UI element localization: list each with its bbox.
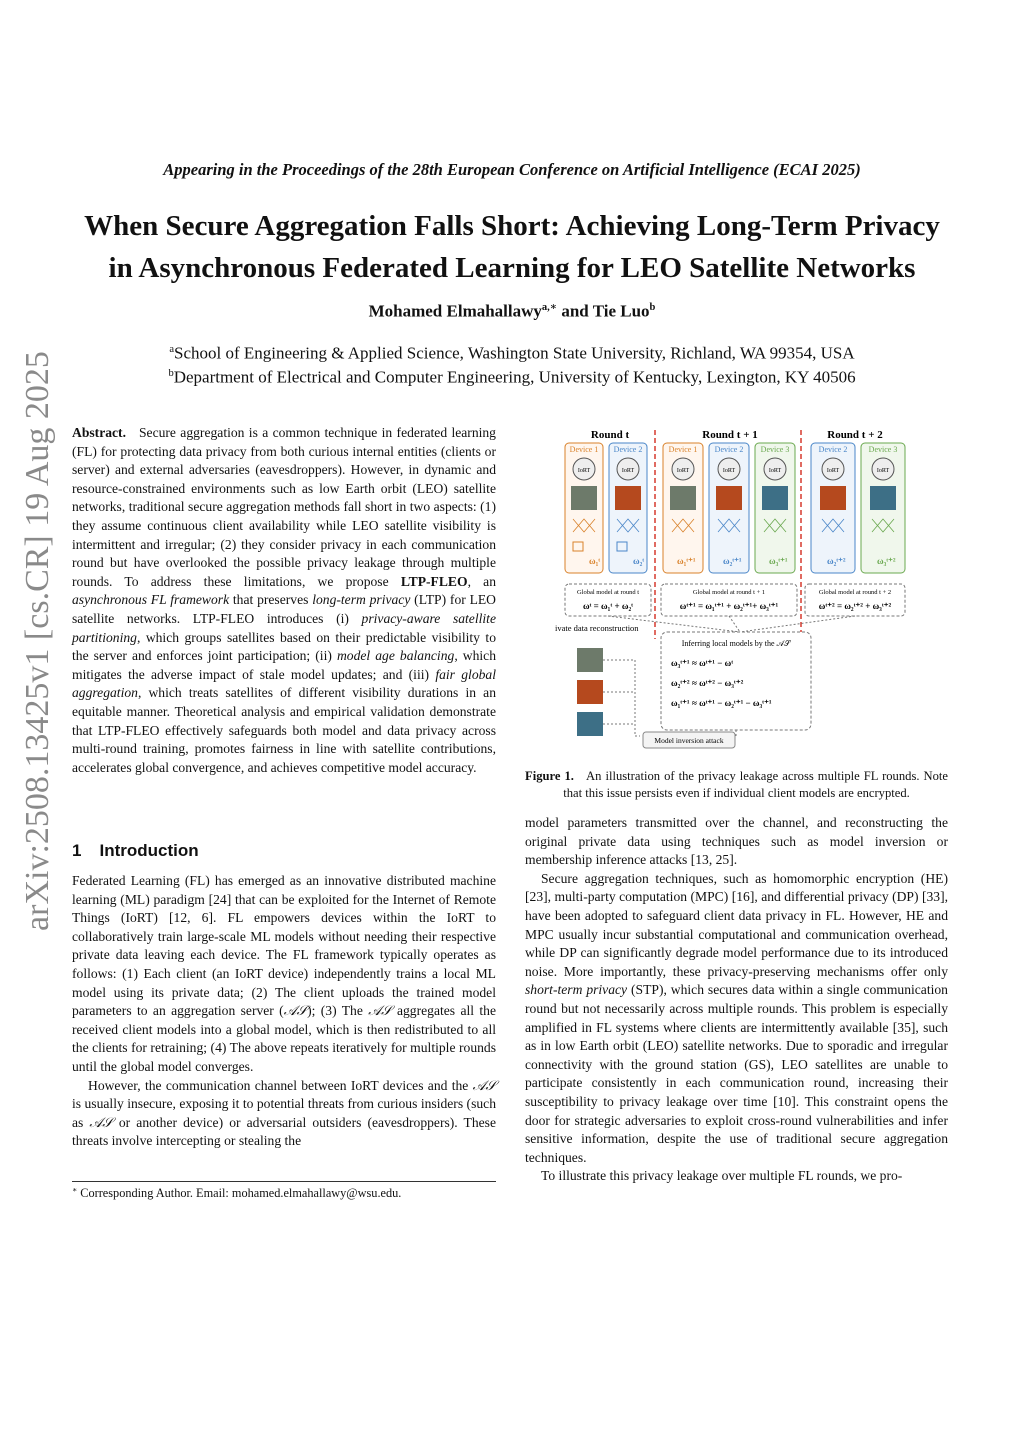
attack-label: Model inversion attack (654, 736, 724, 745)
attack-box (643, 732, 735, 748)
affiliations (0, 340, 1024, 387)
author-2: Tie Luo (592, 301, 650, 321)
device-label: Device 3 (868, 445, 898, 454)
abstract (72, 424, 496, 777)
abstract-em-1: asynchronous FL framework (72, 592, 230, 608)
author-1: Mohamed Elmahallawy (368, 301, 542, 321)
device-card (861, 443, 905, 573)
figure-caption (525, 768, 948, 801)
reconstructed-image (577, 712, 603, 736)
iort-label: IoRT (722, 468, 736, 474)
abstract-text-6: , which mitigates the adverse impact of stale model updates; and (iii) (72, 648, 496, 682)
intro-para-3: Secure aggregation techniques, such as homomorphic encryption (HE) [23], multi-party computation (MPC) [16], and differential privacy (DP) [33], have been adopted to safeguard client data privacy in FL. However, HE and MPC usually incur substantial computational and communication overhead, while DP can significantly degrade model performance due to its introduced noise. More importantly, these privacy-preserving mechanisms offer only short-term privacy (STP), which secures data within a single communication round but not necessarily across multiple rounds. This problem is especially amplified in FL systems where clients are intermittently available [35], such as in low Earth orbit (LEO) satellite networks. Due to sporadic and irregular connectivity with the ground station (GS), LEO satellites are unable to participate consistently in each communication round, increasing their susceptibility to privacy leakage over time [10]. This constraint opens the door for strategic adversaries to exploit cross-round vulnerabilities and infer sensitive information, despite the use of traditional secure aggregation techniques. (525, 870, 948, 1165)
section-heading (72, 841, 199, 861)
author-1-sup: a,∗ (541, 302, 558, 313)
round-label: Round t (590, 429, 630, 441)
global-model-box (565, 584, 651, 616)
abstract-em-3: privacy-aware satellite partitioning (72, 610, 496, 645)
arrow (740, 616, 855, 632)
arrow (729, 616, 740, 632)
footnote (72, 1185, 496, 1201)
footnote-mark: ∗ (72, 1185, 78, 1194)
device-label: Device 2 (613, 445, 643, 454)
affiliation-b-sup: b (168, 367, 174, 379)
global-label: Global model at round t (576, 589, 640, 596)
iort-label: IoRT (577, 468, 591, 474)
as-symbol: 𝒜𝒮 (368, 1003, 392, 1019)
paper-title (40, 205, 984, 289)
infer-eq: ω₂ᵗ⁺² ≈ ωᵗ⁺² − ω₃ᵗ⁺² (671, 678, 744, 688)
abstract-em-2: long-term privacy (312, 592, 411, 608)
intro-para-4: To illustrate this privacy leakage over multiple FL rounds, we pro- (541, 1168, 903, 1184)
iort-label: IoRT (876, 468, 890, 474)
round-label: Round t + 2 (827, 429, 883, 441)
intro-right (525, 814, 948, 1186)
round-label: Round t + 1 (702, 429, 758, 441)
affiliation-b (0, 364, 1024, 388)
data-thumbnail (716, 486, 742, 510)
section-number: 1 (72, 841, 82, 860)
intro-left (72, 872, 496, 1151)
local-model: ω₂ᵗ⁺² (827, 556, 846, 566)
affiliation-b-text: Department of Electrical and Computer Engineering, University of Kentucky, Lexington, KY 40506 (173, 367, 856, 387)
local-model: ω₂ᵗ (633, 556, 645, 566)
device-card (609, 443, 647, 573)
affiliation-a-text: School of Engineering & Applied Science, Washington State University, Richland, WA 99354, USA (174, 343, 855, 363)
abstract-em-4: model age balancing (336, 648, 455, 664)
global-model-box (805, 584, 905, 616)
device-card (565, 443, 603, 573)
section-title: Introduction (99, 841, 199, 860)
device-card (811, 443, 855, 573)
stp-term: short-term privacy (525, 982, 628, 998)
data-thumbnail (870, 486, 896, 510)
device-label: Device 2 (714, 445, 744, 454)
iort-label: IoRT (621, 468, 635, 474)
arrow (603, 660, 640, 736)
author-list (0, 301, 1024, 322)
arxiv-stamp: arXiv:2508.13425v1 [cs.CR] 19 Aug 2025 (19, 351, 56, 931)
global-label: Global model at round t + 2 (818, 589, 892, 596)
device-label: Device 1 (569, 445, 599, 454)
local-model: ω₃ᵗ⁺² (877, 556, 896, 566)
global-eq: ωᵗ⁺¹ = ω₁ᵗ⁺¹ + ω₂ᵗ⁺¹+ ω₃ᵗ⁺¹ (679, 601, 779, 611)
data-thumbnail (571, 486, 597, 510)
as-symbol: 𝒜𝒮 (472, 1077, 496, 1093)
global-model-box (661, 584, 797, 616)
figure-1 (555, 424, 935, 764)
title-line-1: When Secure Aggregation Falls Short: Achieving Long-Term Privacy (84, 210, 940, 242)
venue-line: Appearing in the Proceedings of the 28th European Conference on Artificial Intelligence (ECAI 2025) (163, 160, 861, 179)
affiliation-a-sup: a (169, 344, 175, 355)
data-thumbnail (670, 486, 696, 510)
device-label: Device 2 (818, 445, 848, 454)
reconstructed-image (577, 680, 603, 704)
inference-box (661, 632, 811, 730)
abstract-text-2: , an (467, 573, 496, 589)
iort-label: IoRT (768, 468, 782, 474)
abstract-text-4: (LTP) for LEO satellite networks. LTP-FLEO introduces (i) (72, 592, 496, 626)
private-label-text: Private data reconstruction (555, 623, 639, 633)
title-line-2: in Asynchronous Federated Learning for LEO Satellite Networks (108, 252, 916, 284)
as-symbol: 𝒜𝒮 (283, 1003, 308, 1019)
local-model: ω₁ᵗ (589, 556, 601, 566)
device-card (755, 443, 795, 573)
abstract-text-3: that preserves (229, 592, 313, 608)
private-label (555, 623, 639, 633)
author-and: and (557, 301, 593, 321)
infer-eq: ω₃ᵗ⁺¹ ≈ ωᵗ⁺¹ − ωᵗ (671, 658, 734, 668)
method-name: LTP-FLEO (400, 573, 468, 589)
data-thumbnail (762, 486, 788, 510)
affiliation-a (0, 340, 1024, 364)
device-label: Device 3 (760, 445, 790, 454)
intro-para-2-cont: model parameters transmitted over the channel, and reconstructing the original private data using techniques such as model inversion or membership inference attacks [13, 25]. (525, 815, 948, 868)
local-model: ω₁ᵗ⁺¹ (677, 556, 696, 566)
global-eq: ωᵗ⁺² = ω₂ᵗ⁺² + ω₃ᵗ⁺² (818, 601, 892, 611)
global-eq: ωᵗ = ω₁ᵗ + ω₂ᵗ (582, 601, 634, 611)
caption-label: Figure 1. (525, 769, 574, 783)
iort-label: IoRT (826, 468, 840, 474)
local-model: ω₃ᵗ⁺¹ (769, 556, 788, 566)
abstract-text-5: , which groups satellites based on their predictable visibility to the server and enforces joint participation; (ii) (72, 629, 496, 664)
local-model: ω₂ᵗ⁺¹ (723, 556, 742, 566)
footnote-text: Corresponding Author. Email: mohamed.elmahallawy@wsu.edu. (77, 1186, 402, 1201)
abstract-em-5: fair global aggregation (72, 666, 496, 701)
intro-para-1: Federated Learning (FL) has emerged as an innovative distributed machine learning (ML) paradigm [24] that can be exploited for the Internet of Remote Things (IoRT) [12, 6]. FL empowers devices within the IoRT to collaboratively train large-scale ML models without needing their respective private data leaving each device. The FL framework typically operates as follows: (1) Each client (an IoRT device) independently trains a local ML model using its private data; (2) The client uploads the trained model parameters to an aggregation server (𝒜𝒮); (3) The 𝒜𝒮 aggregates all the received client models into a global model, which is then redistributed to all the clients for retraining; (4) The above repeats iteratively for multiple rounds until the global model converges. (72, 873, 497, 1074)
infer-eq: ω₁ᵗ⁺¹ ≈ ωᵗ⁺¹ − ω₂ᵗ⁺¹ − ω₃ᵗ⁺¹ (671, 698, 772, 708)
device-label: Device 1 (668, 445, 698, 454)
abstract-label: Abstract. (72, 425, 126, 440)
data-thumbnail (615, 486, 641, 510)
iort-label: IoRT (676, 468, 690, 474)
abstract-text-1: Secure aggregation is a common technique in federated learning (FL) for protecting data privacy from both curious internal entities (clients or server) and external adversaries (eavesdroppers). However, in dynamic and resource-constrained environments such as low Earth orbit (LEO) satellite networks, traditional secure aggregation methods fall short in two aspects: (1) they assume continuous client availability while LEO satellite visibility is intermittent and irregular; (2) they consider privacy in each communication round but have overlooked the possible privacy leakage through multiple rounds. To address these limitations, we propose (72, 425, 496, 589)
infer-label: Inferring local models by the 𝒜𝒮 (681, 639, 791, 648)
as-symbol: 𝒜𝒮 (89, 1114, 113, 1130)
global-label: Global model at round t + 1 (692, 589, 766, 596)
author-2-sup: b (649, 302, 656, 313)
device-card (709, 443, 749, 573)
footnote-rule (72, 1181, 496, 1182)
figure-1-diagram (555, 424, 935, 764)
abstract-text-7: , which treats satellites of different visibility durations in an equitable manner. Theoretical analysis and empirical validation demonstrate that LTP-FLEO effectively safeguards both model and data privacy across multi-round training, promotes fairness in line with satellite contributions, accelerates global convergence, and achieves competitive model accuracy. (72, 685, 496, 775)
intro-para-2: However, the communication channel between IoRT devices and the 𝒜𝒮 is usually insecure, exposing it to potential threats from curious insiders (such as 𝒜𝒮 or another device) or adversarial outsiders (eavesdroppers). These threats involve intercepting or stealing the (72, 1077, 496, 1149)
reconstructed-image (577, 648, 603, 672)
caption-text: An illustration of the privacy leakage across multiple FL rounds. Note that this issue persists even if individual client models are encrypted. (563, 769, 949, 800)
data-thumbnail (820, 486, 846, 510)
device-card (663, 443, 703, 573)
